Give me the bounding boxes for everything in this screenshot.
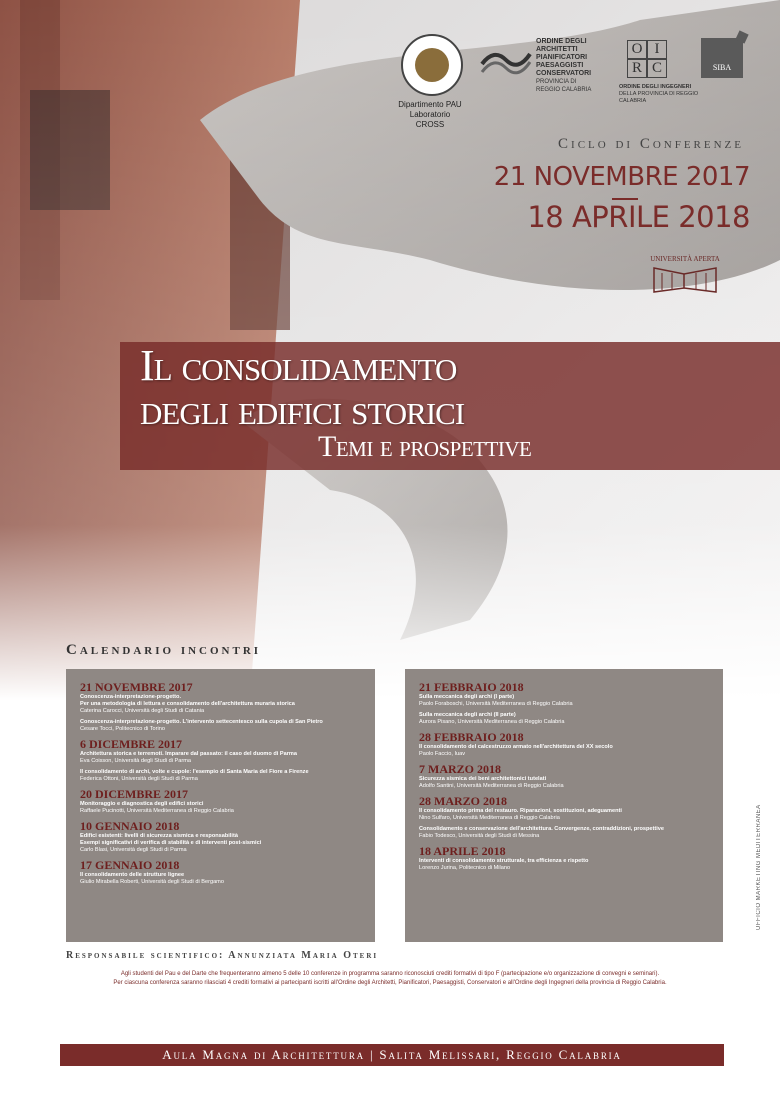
talk-speaker: Aurora Pisano, Università Mediterranea di Reggio Calabria bbox=[419, 719, 565, 725]
ordine-line: PIANIFICATORI bbox=[536, 54, 588, 61]
event-date: 18 APRILE 2018 bbox=[419, 844, 506, 858]
oirc-letter: C bbox=[647, 59, 667, 78]
event-date: 21 FEBBRAIO 2018 bbox=[419, 680, 524, 694]
talk-title: Sicurezza sismica dei beni architettonici tutelati bbox=[419, 776, 547, 782]
talk-title: Il consolidamento di archi, volte e cupole: l'esempio di Santa Maria del Fiore a Firenze bbox=[80, 769, 309, 775]
event-date: 28 FEBBRAIO 2018 bbox=[419, 730, 524, 744]
talk-title: Consolidamento e conservazione dell'architettura. Convergenze, contraddizioni, prospettive bbox=[419, 826, 665, 832]
talk-speaker: Paolo Foraboschi, Università Mediterranea di Reggio Calabria bbox=[419, 701, 573, 707]
talk-title: Conoscenza-interpretazione-progetto. L'intervento settecentesco sulla cupola di San Pietro bbox=[80, 719, 323, 725]
talk-title: Sulla meccanica degli archi (I parte) bbox=[419, 694, 515, 700]
talk-speaker: Paolo Faccio, Iuav bbox=[419, 751, 466, 757]
event-date: 17 GENNAIO 2018 bbox=[80, 858, 180, 872]
department-caption bbox=[395, 100, 465, 130]
oirc-caption-line: ORDINE DEGLI INGEGNERI bbox=[619, 84, 692, 90]
event-date: 6 DICEMBRE 2017 bbox=[80, 737, 183, 751]
ordine-architetti-logo bbox=[480, 38, 610, 98]
calendar-event bbox=[419, 795, 709, 840]
talk-title: Il consolidamento prima del restauro. Riparazioni, sostituzioni, adeguamenti bbox=[419, 808, 622, 814]
main-title-line1: Il consolidamento bbox=[140, 341, 457, 390]
oirc-mark bbox=[627, 40, 667, 78]
talk-speaker: Giulio Mirabella Roberti, Università degli Studi di Bergamo bbox=[80, 879, 224, 885]
talk-speaker: Caterina Carocci, Università degli Studi di Catania bbox=[80, 708, 205, 714]
calendar-event bbox=[80, 681, 361, 733]
oirc-letter: I bbox=[647, 40, 667, 59]
talk-title: Architettura storica e terremoti. Imparare dal passato: il caso del duomo di Parma bbox=[80, 751, 297, 757]
start-date: 21 NOVEMBRE 2017 bbox=[493, 162, 750, 192]
ordine-ingegneri-logo bbox=[619, 38, 699, 104]
calendar-heading: Calendario incontri bbox=[66, 642, 262, 658]
talk-speaker: Raffaele Pucinotti, Università Mediterranea di Reggio Calabria bbox=[80, 808, 234, 814]
event-date: 28 MARZO 2018 bbox=[419, 794, 507, 808]
oirc-caption bbox=[619, 84, 709, 105]
calendar-event bbox=[419, 681, 709, 726]
calendar-event bbox=[80, 859, 361, 886]
ordine-text bbox=[536, 38, 612, 94]
universita-aperta-logo bbox=[650, 255, 720, 295]
siba-label: SIBA bbox=[712, 63, 732, 72]
talk-title: Il consolidamento delle strutture lignee bbox=[80, 872, 185, 878]
calendar-event bbox=[419, 731, 709, 758]
open-book-icon bbox=[652, 264, 718, 294]
scientific-lead: Responsabile scientifico: Annunziata Maria Oteri bbox=[66, 950, 379, 961]
oirc-caption-line: DELLA PROVINCIA DI REGGIO CALABRIA bbox=[619, 91, 699, 104]
calendar-column-right bbox=[405, 669, 723, 942]
calendar-event bbox=[80, 820, 361, 854]
talk-title: Edifici esistenti: livelli di sicurezza sismica e responsabilità Esempi significativi di verifica di stabilità e di interventi post-sismici bbox=[80, 833, 262, 846]
talk-speaker: Carlo Blasi, Università degli Studi di Parma bbox=[80, 847, 187, 853]
calendar-event bbox=[419, 763, 709, 790]
calendar-event bbox=[80, 788, 361, 815]
talk-speaker: Federica Ottoni, Università degli Studi di Parma bbox=[80, 776, 198, 782]
talk-title: Conoscenza-interpretazione-progetto. Per una metodologia di lettura e consolidamento dell'architettura muraria storica bbox=[80, 694, 295, 707]
talk-speaker: Adolfo Santini, Università Mediterranea di Reggio Calabria bbox=[419, 783, 564, 789]
universita-aperta-label: UNIVERSITÀ APERTA bbox=[650, 255, 720, 263]
calendar-event bbox=[419, 845, 709, 872]
talk-speaker: Eva Coisson, Università degli Studi di Parma bbox=[80, 758, 191, 764]
oirc-letter: R bbox=[627, 59, 647, 78]
ordine-wave-icon bbox=[480, 44, 532, 76]
ordine-line: ARCHITETTI bbox=[536, 46, 578, 53]
ordine-province: PROVINCIA DI REGGIO CALABRIA bbox=[536, 79, 592, 93]
venue-footer: Aula Magna di Architettura | Salita Melissari, Reggio Calabria bbox=[60, 1044, 724, 1066]
ordine-line: ORDINE DEGLI bbox=[536, 38, 587, 45]
end-date: 18 APRILE 2018 bbox=[527, 200, 750, 234]
series-label: Ciclo di Conferenze bbox=[558, 136, 744, 152]
university-seal-icon bbox=[401, 34, 463, 96]
subtitle: Temi e prospettive bbox=[318, 430, 532, 463]
talk-speaker: Nino Sulfaro, Università Mediterranea di Reggio Calabria bbox=[419, 815, 560, 821]
credits-note bbox=[20, 970, 760, 987]
talk-title: Interventi di consolidamento strutturale, tra efficienza e rispetto bbox=[419, 858, 589, 864]
credits-note-line: Per ciascuna conferenza saranno rilasciati 4 crediti formativi ai partecipanti iscritti all'Ordine degli Architetti, Pianificatori, Paesaggisti, Conservatori e all'Ordine degli Ingegneri della provincia di Reggio Calabria. bbox=[113, 979, 667, 986]
talk-speaker: Lorenzo Jurina, Politecnico di Milano bbox=[419, 865, 511, 871]
event-date: 21 NOVEMBRE 2017 bbox=[80, 680, 193, 694]
ordine-line: PAESAGGISTI bbox=[536, 62, 584, 69]
siba-tick-icon bbox=[735, 30, 748, 43]
calendar-column-left bbox=[66, 669, 375, 942]
main-title-line2: degli edifici storici bbox=[140, 385, 465, 434]
event-date: 7 MARZO 2018 bbox=[419, 762, 501, 776]
talk-speaker: Fabio Todesco, Università degli Studi di Messina bbox=[419, 833, 540, 839]
event-date: 10 GENNAIO 2018 bbox=[80, 819, 180, 833]
partner-logos bbox=[395, 30, 765, 130]
ordine-line: CONSERVATORI bbox=[536, 70, 592, 77]
lion-emblem-icon bbox=[415, 48, 449, 82]
talk-title: Il consolidamento del calcestruzzo armato nell'architettura del XX secolo bbox=[419, 744, 613, 750]
lab-name: Laboratorio CROSS bbox=[409, 110, 451, 129]
side-credit: UFFICIO MARKETING MEDITERRANEA bbox=[756, 804, 762, 930]
event-date: 20 DICEMBRE 2017 bbox=[80, 787, 189, 801]
talk-title: Monitoraggio e diagnostica degli edifici storici bbox=[80, 801, 204, 807]
siba-logo bbox=[701, 38, 743, 78]
talk-speaker: Cesare Tocci, Politecnico di Torino bbox=[80, 726, 165, 732]
calendar-event bbox=[80, 738, 361, 783]
department-name: Dipartimento PAU bbox=[398, 100, 462, 109]
credits-note-line: Agli studenti del Pau e del Darte che frequenteranno almeno 5 delle 10 conferenze in programma saranno riconosciuti crediti formativi di tipo F (partecipazione e/o organizzazione di convegni e seminari). bbox=[120, 971, 660, 977]
oirc-letter: O bbox=[627, 40, 647, 59]
talk-title: Sulla meccanica degli archi (II parte) bbox=[419, 712, 516, 718]
